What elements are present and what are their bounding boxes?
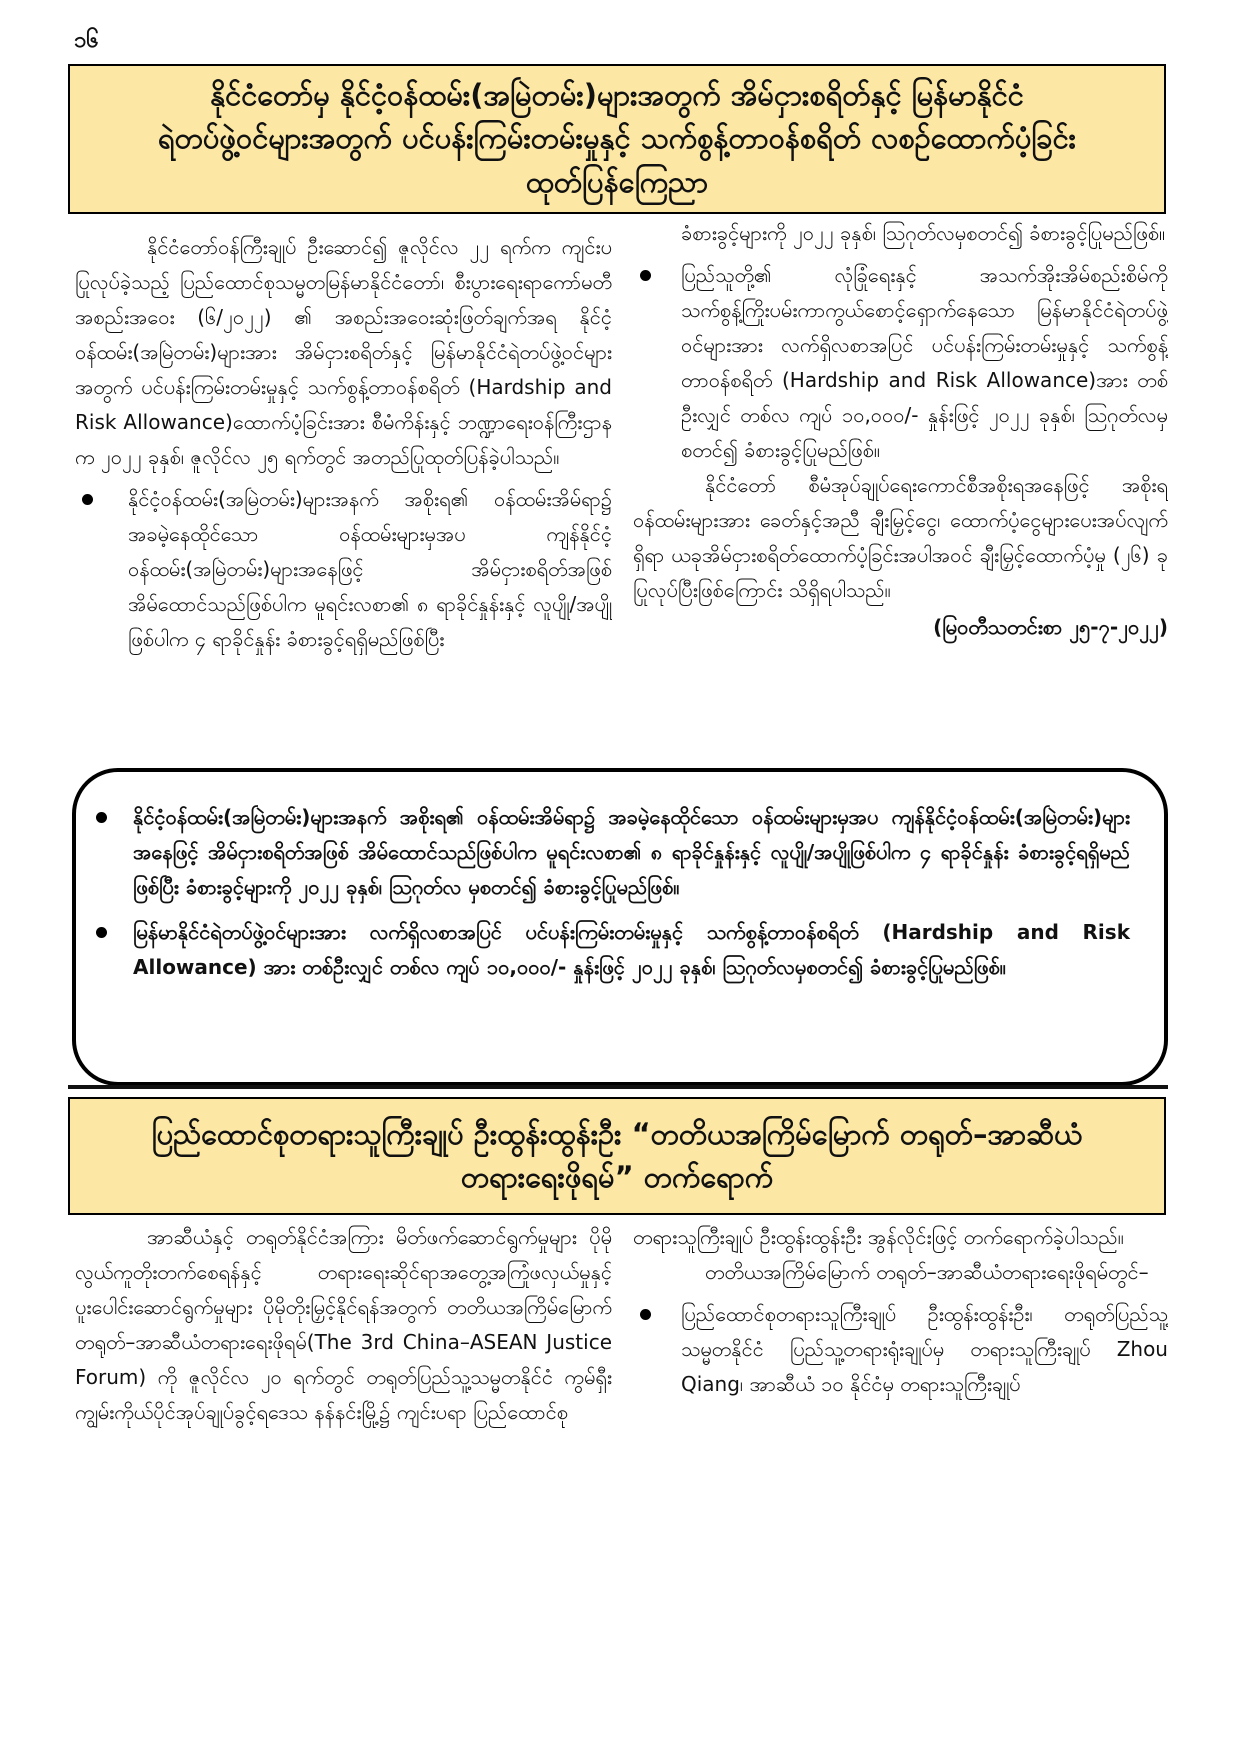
bullet-item xyxy=(75,482,612,657)
bullet-text: ပြည်သူတို့၏ လုံခြုံရေးနှင့် အသက်အိုးအိမ်စည်းစိမ်ကို သက်စွန့်ကြိုးပမ်းကာကွယ်စောင့်ရှောက်နေသော မြန်မာနိုင်ငံရဲတပ်ဖွဲ့ဝင်များအား လက်ရှိလစာအပြင် ပင်ပန်းကြမ်းတမ်းမှုနှင့် သက်စွန့်တာဝန်စရိတ် (Hardship and Risk Allowance)အား တစ်ဦးလျှင် တစ်လ ကျပ် ၁၀,၀၀၀/- နှုန်းဖြင့် ၂၀၂၂ ခုနှစ်၊ ဩဂုတ်လမှ စတင်၍ ခံစားခွင့်ပြုမည်ဖြစ်။ xyxy=(681,263,1168,462)
headline-line: ထုတ်ပြန်ကြေညာ xyxy=(525,164,709,199)
bullet-text: ပြည်ထောင်စုတရားသူကြီးချုပ် ဦးထွန်းထွန်းဦး၊ တရုတ်ပြည်သူ့သမ္မတနိုင်ငံ ပြည်သူ့တရားရုံးချုပ်မှ တရားသူကြီးချုပ် Zhou Qiang၊ အာဆီယံ ၁၀ နိုင်ငံမှ တရားသူကြီးချုပ် xyxy=(681,1302,1168,1396)
bullet-icon xyxy=(640,1309,651,1320)
article-2-headline-box xyxy=(68,1097,1166,1215)
bullet-icon xyxy=(640,270,651,281)
bullet-icon xyxy=(96,927,107,938)
bullet-text: နိုင်ငံ့ဝန်ထမ်း(အမြဲတမ်း)များအနက် အစိုးရ၏ ဝန်ထမ်းအိမ်ရာ၌ အခမဲ့နေထိုင်သော ဝန်ထမ်းများမှအပ ကျန်နိုင်ငံ့ဝန်ထမ်း(အမြဲတမ်း)များအနေဖြင့် အိမ်ငှားစရိတ်အဖြစ် အိမ်ထောင်သည်ဖြစ်ပါက မူရင်းလစာ၏ ၈ ရာခိုင်နှုန်းနှင့် လူပျို/အပျိုဖြစ်ပါက ၄ ရာခိုင်နှုန်း ခံစားခွင့်ရရှိမည်ဖြစ်ပြီး ခံစားခွင့်များကို ၂၀၂၂ ခုနှစ်၊ ဩဂုတ်လ မှစတင်၍ ခံစားခွင့်ပြုမည်ဖြစ်။ xyxy=(133,805,1130,899)
summary-highlight-box xyxy=(72,768,1168,1086)
headline-line: တရားရေးဖိုရမ်” တက်ရောက် xyxy=(460,1160,774,1194)
paragraph: တတိယအကြိမ်မြောက် တရုတ်–အာဆီယံတရားရေးဖိုရမ်တွင်– xyxy=(705,1260,1149,1284)
bullet-text: နိုင်ငံ့ဝန်ထမ်း(အမြဲတမ်း)များအနက် အစိုးရ၏ ဝန်ထမ်းအိမ်ရာ၌ အခမဲ့နေထိုင်သော ဝန်ထမ်းများမှအပ ကျန်နိုင်ငံ့ဝန်ထမ်း(အမြဲတမ်း)များအနေဖြင့် အိမ်ငှားစရိတ်အဖြစ် အိမ်ထောင်သည်ဖြစ်ပါက မူရင်းလစာ၏ ၈ ရာခိုင်နှုန်းနှင့် လူပျို/အပျိုဖြစ်ပါက ၄ ရာခိုင်နှုန်း ခံစားခွင့်ရရှိမည်ဖြစ်ပြီး xyxy=(128,487,612,651)
bullet-item xyxy=(633,1297,1168,1402)
column-body xyxy=(75,230,612,657)
bullet-text: မြန်မာနိုင်ငံရဲတပ်ဖွဲ့ဝင်များအား လက်ရှိလစာအပြင် ပင်ပန်းကြမ်းတမ်းမှုနှင့် သက်စွန့်တာဝန်စရိတ် (Hardship and Risk Allowance) အား တစ်ဦးလျှင် တစ်လ ကျပ် ၁၀,၀၀၀/- နှုန်းဖြင့် ၂၀၂၂ ခုနှစ်၊ ဩဂုတ်လမှစတင်၍ ခံစားခွင့်ပြုမည်ဖြစ်။ xyxy=(133,920,1130,979)
article-2-right-column xyxy=(633,1220,1168,1505)
column-body xyxy=(633,216,1168,645)
bullet-icon xyxy=(82,494,93,505)
summary-bullet-item xyxy=(96,915,1130,985)
headline-line: ရဲတပ်ဖွဲ့ဝင်များအတွက် ပင်ပန်းကြမ်းတမ်းမှုနှင့် သက်စွန့်တာဝန်စရိတ် လစဉ်ထောက်ပံ့ခြင်း xyxy=(157,121,1077,156)
article-1-headline xyxy=(90,74,1144,205)
intro-paragraph: နိုင်ငံတော်ဝန်ကြီးချုပ် ဦးဆောင်၍ ဇူလိုင်လ ၂၂ ရက်က ကျင်းပပြုလုပ်ခဲ့သည့် ပြည်ထောင်စုသမ္မတမြန်မာနိုင်ငံတော်၊ စီးပွားရေးရာကော်မတီအစည်းအဝေး (၆/၂၀၂၂) ၏ အစည်းအဝေးဆုံးဖြတ်ချက်အရ နိုင်ငံ့ဝန်ထမ်း(အမြဲတမ်း)များအား အိမ်ငှားစရိတ်နှင့် မြန်မာနိုင်ငံရဲတပ်ဖွဲ့ဝင်များအတွက် ပင်ပန်းကြမ်းတမ်းမှုနှင့် သက်စွန့်တာဝန်စရိတ် (Hardship and Risk Allowance)ထောက်ပံ့ခြင်းအား စီမံကိန်းနှင့် ဘဏ္ဍာရေးဝန်ကြီးဌာနက ၂၀၂၂ ခုနှစ်၊ ဇူလိုင်လ ၂၅ ရက်တွင် အတည်ပြုထုတ်ပြန်ခဲ့ပါသည်။ xyxy=(75,235,612,469)
page-number: ၁၆ xyxy=(74,28,99,53)
column-body xyxy=(633,1220,1168,1402)
bullet-continuation: ခံစားခွင့်များကို ၂၀၂၂ ခုနှစ်၊ ဩဂုတ်လမှစတင်၍ ခံစားခွင့်ပြုမည်ဖြစ်။ xyxy=(681,221,1166,245)
headline-line: ပြည်ထောင်စုတရားသူကြီးချုပ် ဦးထွန်းထွန်းဦး “တတိယအကြိမ်မြောက် တရုတ်–အာဆီယံ xyxy=(151,1116,1083,1151)
paragraph-continuation: တရားသူကြီးချုပ် ဦးထွန်းထွန်းဦး အွန်လိုင်းဖြင့် တက်ရောက်ခဲ့ပါသည်။ xyxy=(633,1225,1124,1249)
summary-bullet-item xyxy=(96,800,1130,905)
bullet-icon xyxy=(96,812,107,823)
summary-body xyxy=(96,800,1130,985)
article-1-headline-box xyxy=(68,64,1166,214)
article-2-headline xyxy=(90,1113,1144,1200)
column-body xyxy=(75,1220,612,1430)
source-credit: (မြဝတီသတင်းစာ ၂၅-၇-၂၀၂၂) xyxy=(933,615,1168,639)
section-divider xyxy=(68,1085,1168,1089)
headline-line: နိုင်ငံတော်မှ နိုင်ငံ့ဝန်ထမ်း(အမြဲတမ်း)များအတွက် အိမ်ငှားစရိတ်နှင့် မြန်မာနိုင်ငံ xyxy=(210,77,1024,112)
article-2-left-column xyxy=(75,1220,612,1505)
article-1-left-column xyxy=(75,230,612,760)
article-1-right-column xyxy=(633,216,1168,762)
bullet-item xyxy=(633,258,1168,468)
closing-paragraph: နိုင်ငံတော် စီမံအုပ်ချုပ်ရေးကောင်စီအစိုးရအနေဖြင့် အစိုးရဝန်ထမ်းများအား ခေတ်နှင့်အညီ ချီးမြှင့်ငွေ၊ ထောက်ပံ့ငွေများပေးအပ်လျက်ရှိရာ ယခုအိမ်ငှားစရိတ်ထောက်ပံ့ခြင်းအပါအဝင် ချီးမြှင့်ထောက်ပံ့မှု (၂၆) ခု ပြုလုပ်ပြီးဖြစ်ကြောင်း သိရှိရပါသည်။ xyxy=(633,473,1168,602)
intro-paragraph: အာဆီယံနှင့် တရုတ်နိုင်ငံအကြား မိတ်ဖက်ဆောင်ရွက်မှုများ ပိုမိုလွယ်ကူတိုးတက်စေရန်နှင့် တရားရေးဆိုင်ရာအတွေ့အကြုံဖလှယ်မှုနှင့် ပူးပေါင်းဆောင်ရွက်မှုများ ပိုမိုတိုးမြှင့်နိုင်ရန်အတွက် တတိယအကြိမ်မြောက် တရုတ်–အာဆီယံတရားရေးဖိုရမ်(The 3rd China–ASEAN Justice Forum) ကို ဇူလိုင်လ ၂၀ ရက်တွင် တရုတ်ပြည်သူ့သမ္မတနိုင်ငံ ကွမ်ရှီးကျွမ်းကိုယ်ပိုင်အုပ်ချုပ်ခွင့်ရဒေသ နန်နင်းမြို့၌ ကျင်းပရာ ပြည်ထောင်စု xyxy=(75,1225,612,1424)
